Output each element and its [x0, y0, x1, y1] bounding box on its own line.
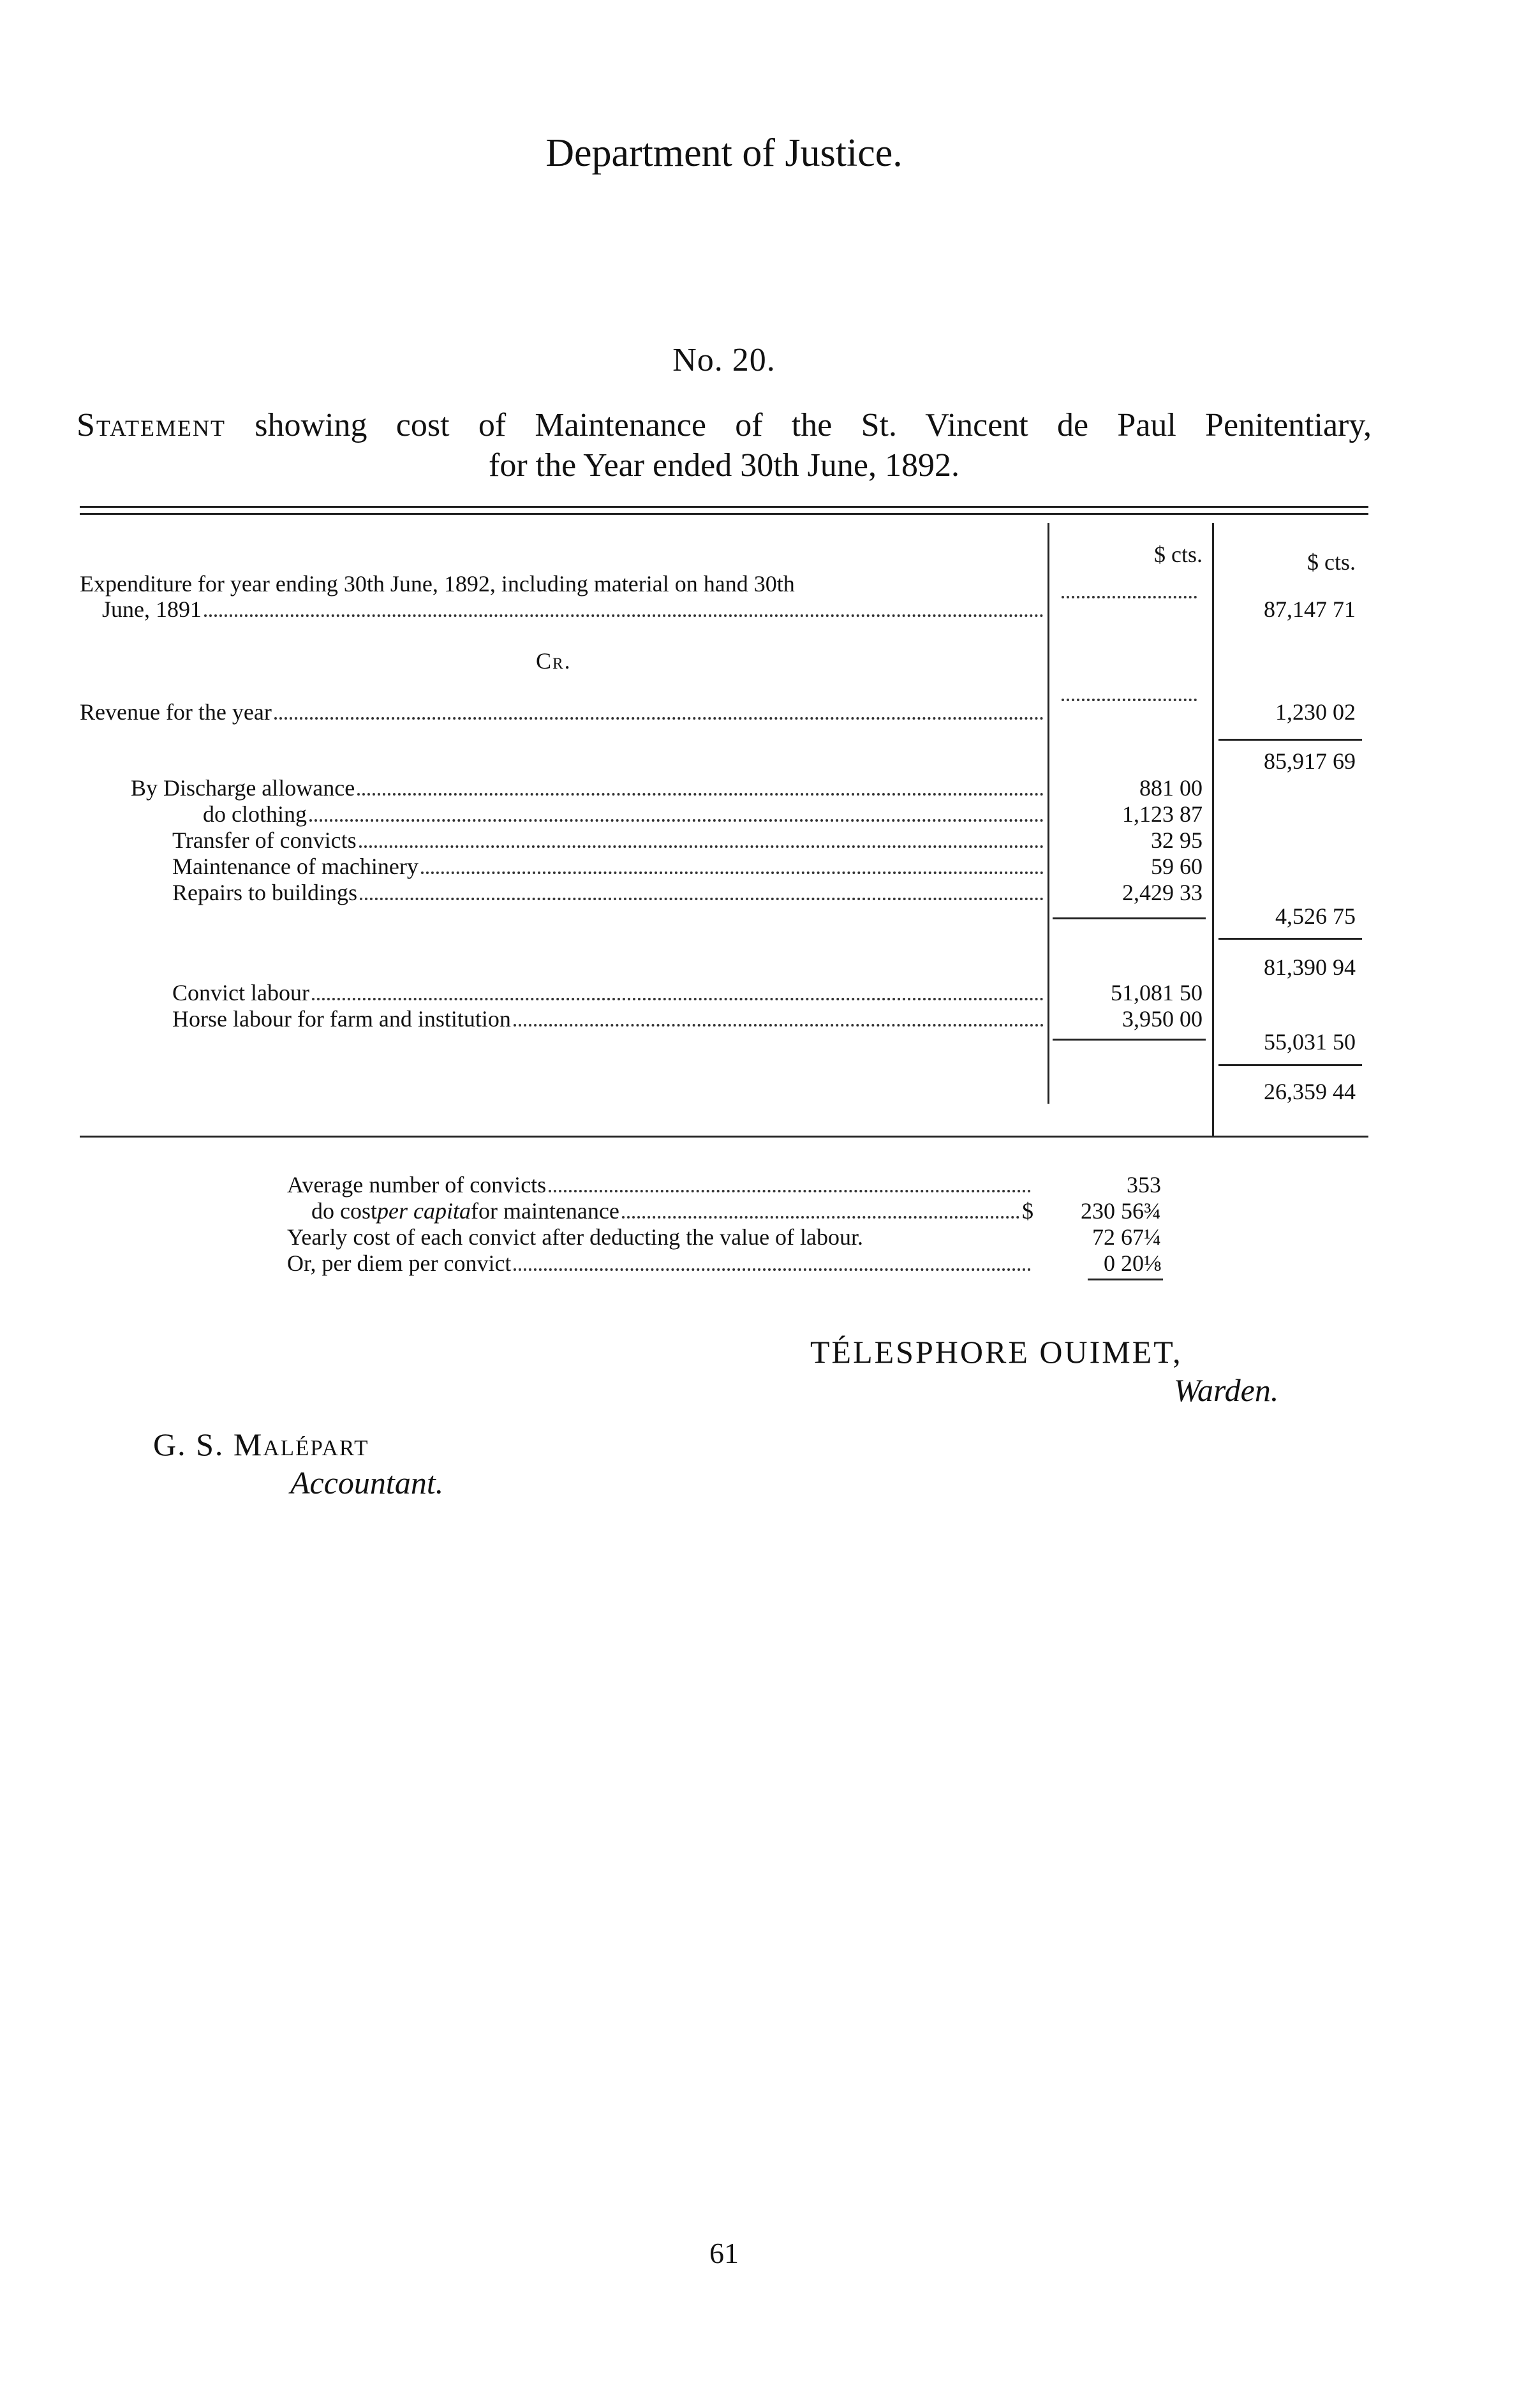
- rule-labour: [1053, 1039, 1206, 1041]
- statement-title-text: showing cost of Maintenance of the St. Vincent de Paul Penitentiary,: [255, 407, 1372, 443]
- table-bottom-rule: [80, 1136, 1368, 1138]
- rule-averages: [1088, 1279, 1163, 1280]
- table-top-rule: [80, 506, 1368, 508]
- deduction-label: do clothing: [203, 801, 1046, 828]
- column-divider-1: [1048, 523, 1049, 1104]
- revenue-leader: [1059, 699, 1199, 708]
- expenditure-leader: [1059, 596, 1199, 605]
- expenditure-label-line1: Expenditure for year ending 30th June, 1892, including material on hand 30th: [80, 571, 795, 597]
- deduction-label: Repairs to buildings: [172, 879, 1046, 907]
- revenue-total: 1,230 02: [1275, 699, 1356, 725]
- labour-amount: 51,081 50: [1111, 980, 1203, 1005]
- rule-deductions: [1053, 917, 1206, 919]
- net-total: 26,359 44: [1264, 1079, 1356, 1104]
- table-top-rule-double: [80, 513, 1368, 515]
- deduction-label: By Discharge allowance: [131, 775, 1046, 802]
- labour-total: 55,031 50: [1264, 1029, 1356, 1055]
- average-value: 72 67¼: [1092, 1224, 1161, 1250]
- statement-title-line1: [77, 406, 1372, 444]
- cr-heading: Cr.: [536, 648, 572, 674]
- deduction-amount: 881 00: [1139, 775, 1203, 801]
- average-label: Yearly cost of each convict after deducting the value of labour.: [287, 1224, 864, 1250]
- accountant-name: G. S. Malépart: [153, 1427, 369, 1462]
- accountant-title: Accountant.: [290, 1465, 444, 1501]
- subtotal-2: 81,390 94: [1264, 954, 1356, 980]
- warden-title: Warden.: [1174, 1372, 1279, 1408]
- statement-title-line2: for the Year ended 30th June, 1892.: [489, 447, 959, 484]
- deduction-amount: 32 95: [1151, 827, 1203, 853]
- department-title: Department of Justice.: [545, 131, 903, 175]
- rule-subtotal2: [1218, 938, 1362, 940]
- column-divider-2: [1212, 523, 1214, 1136]
- expenditure-label-line2: June, 1891: [102, 596, 1046, 623]
- deductions-total: 4,526 75: [1275, 903, 1356, 929]
- deduction-amount: 1,123 87: [1122, 801, 1203, 827]
- average-value: 353: [1127, 1172, 1161, 1198]
- statement-number: No. 20.: [672, 342, 776, 378]
- rule-net: [1218, 1064, 1362, 1066]
- statement-word: Statement: [77, 407, 226, 443]
- deduction-amount: 59 60: [1151, 854, 1203, 879]
- column-header-2: $ cts.: [1307, 549, 1356, 575]
- labour-label: Horse labour for farm and institution: [172, 1005, 1046, 1033]
- revenue-label: Revenue for the year: [80, 699, 1046, 726]
- average-value: 230 56¾: [1081, 1198, 1161, 1224]
- average-value: 0 20⅛: [1104, 1250, 1161, 1276]
- deduction-amount: 2,429 33: [1122, 880, 1203, 905]
- deduction-label: Maintenance of machinery: [172, 853, 1046, 880]
- expenditure-total: 87,147 71: [1264, 597, 1356, 622]
- average-label: Or, per diem per convict: [287, 1250, 1033, 1277]
- average-label: do cost per capita for maintenance $: [311, 1198, 1033, 1224]
- labour-label: Convict labour: [172, 979, 1046, 1007]
- page-number: 61: [709, 2237, 739, 2269]
- column-header-1: $ cts.: [1154, 542, 1203, 567]
- deduction-label: Transfer of convicts: [172, 827, 1046, 854]
- average-label: Average number of convicts: [287, 1171, 1033, 1199]
- warden-name: TÉLESPHORE OUIMET,: [810, 1334, 1183, 1370]
- labour-amount: 3,950 00: [1122, 1006, 1203, 1032]
- subtotal-1: 85,917 69: [1264, 748, 1356, 774]
- rule-subtotal1: [1218, 739, 1362, 741]
